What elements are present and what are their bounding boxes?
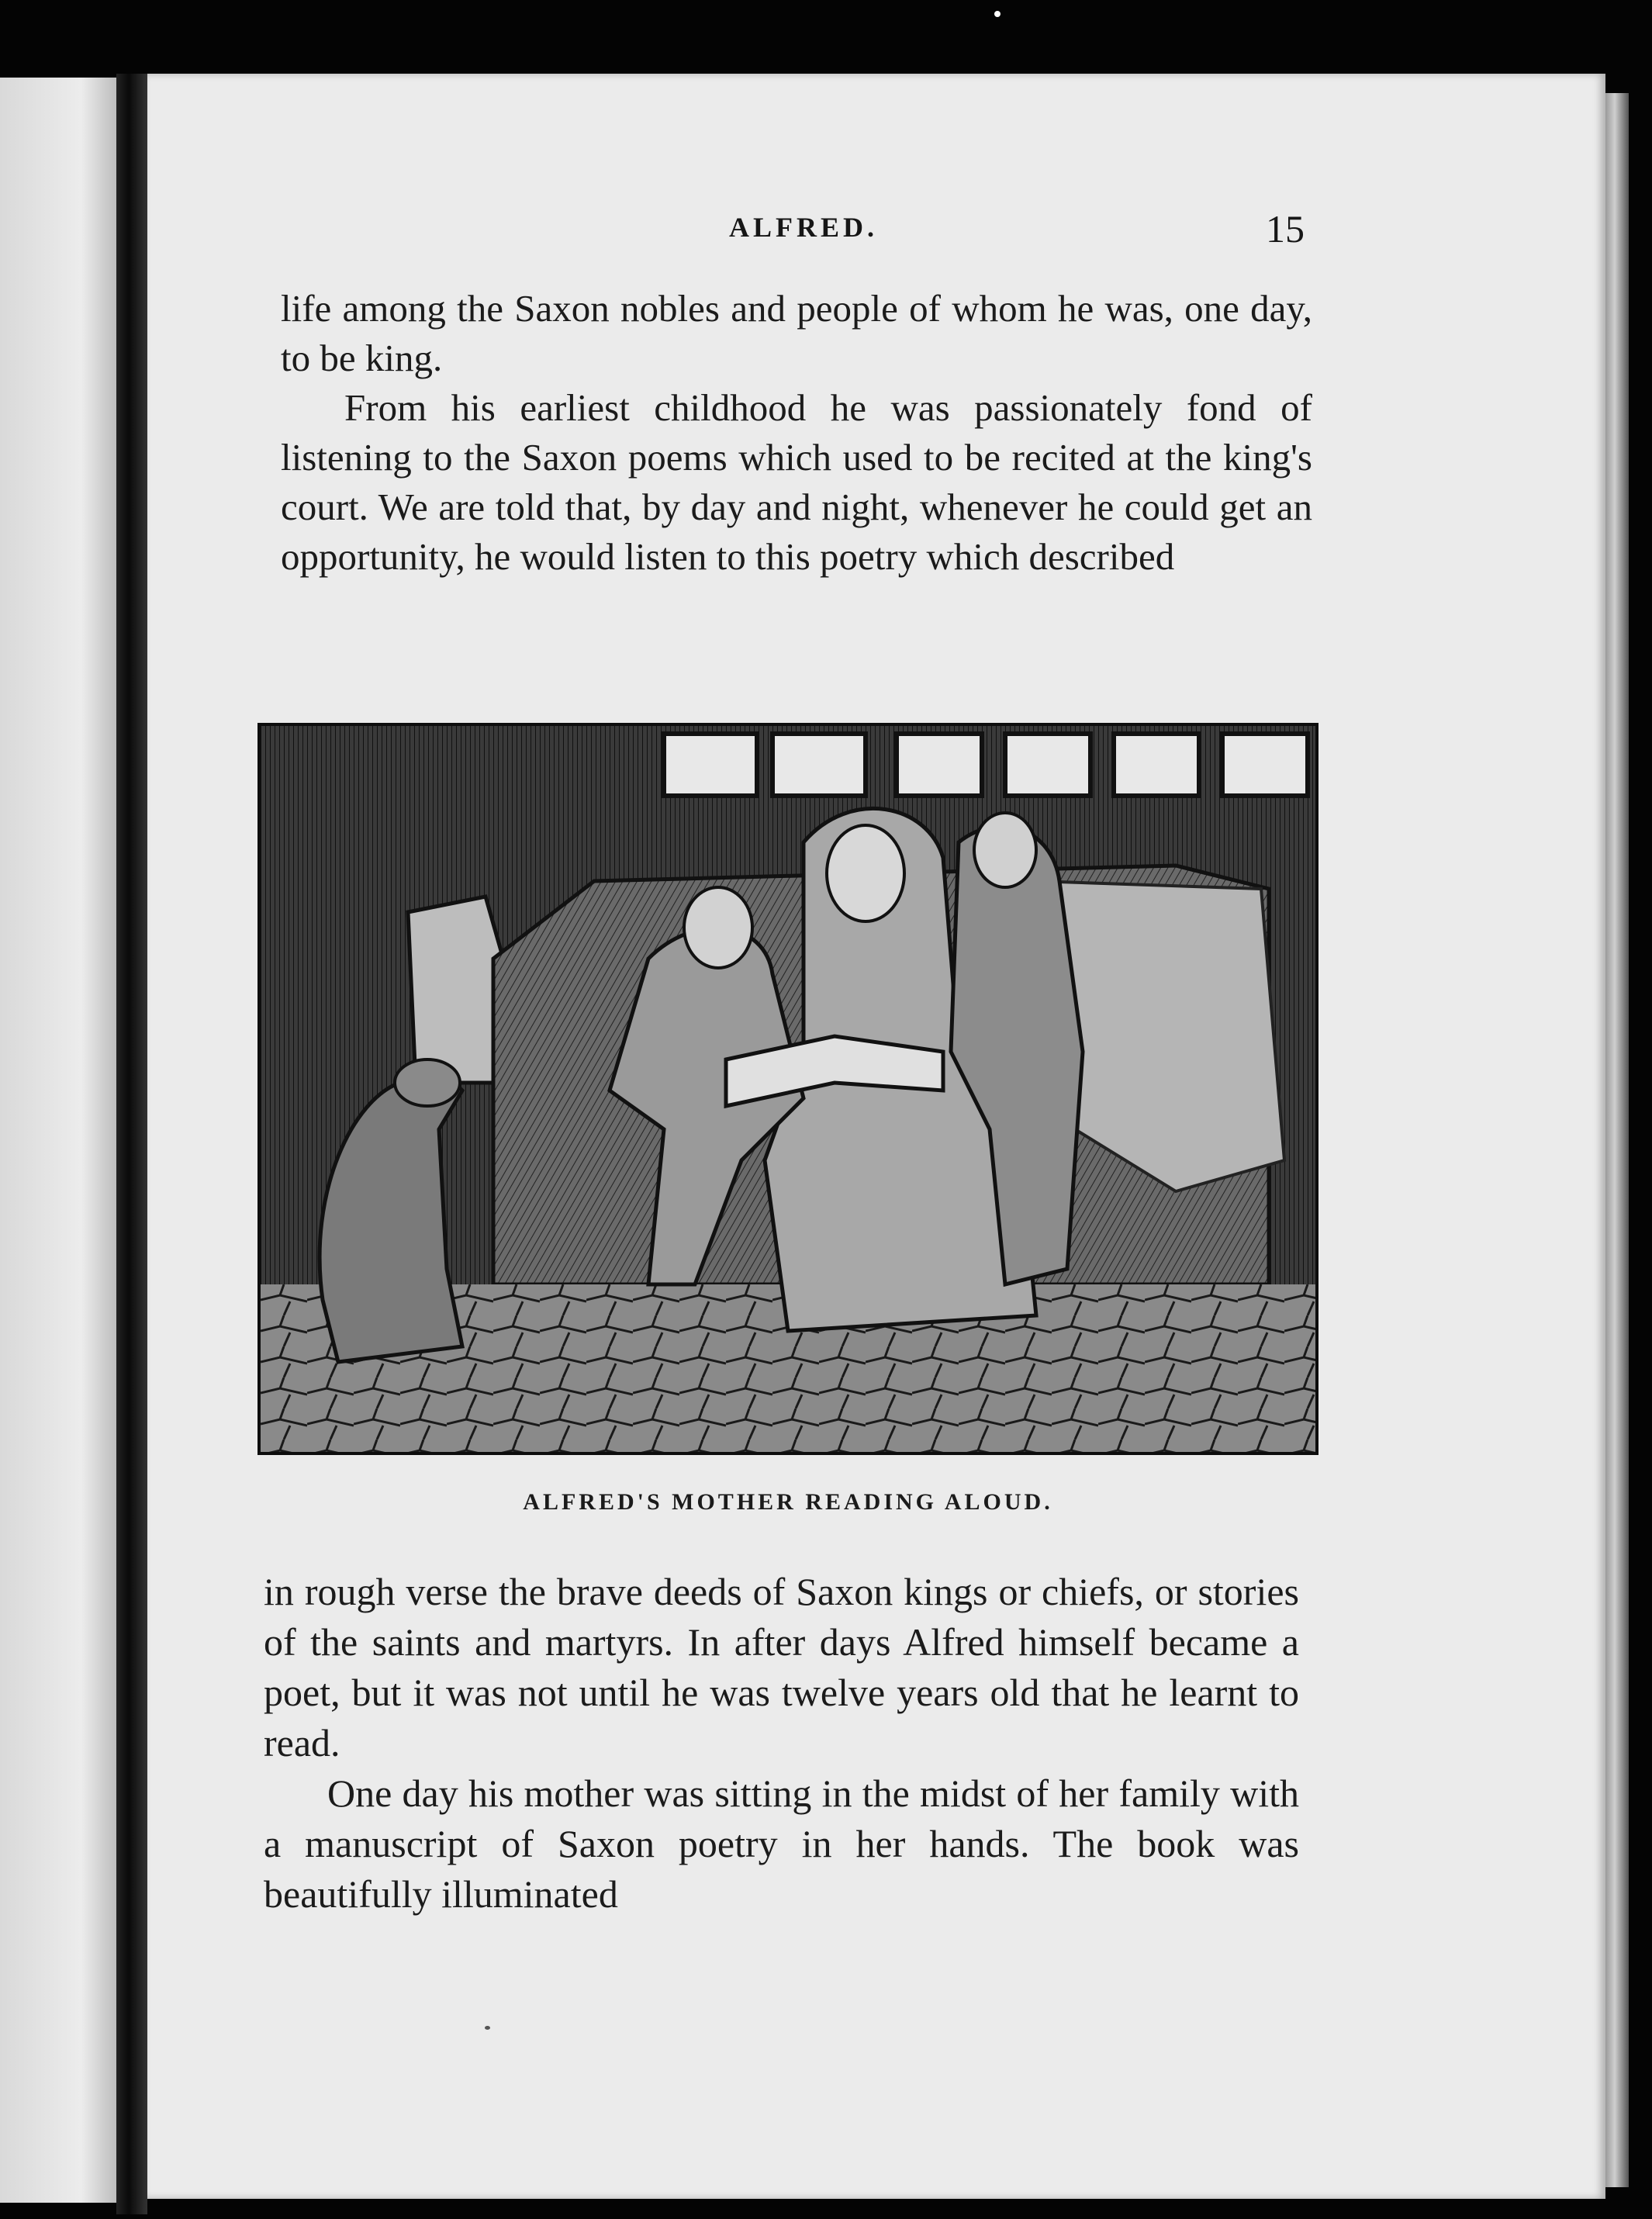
paragraph: One day his mother was sitting in the midst of her family with a manuscript of Saxon poetry in her hands. The book was beautifully illuminated bbox=[264, 1771, 1299, 1916]
body-text-top bbox=[281, 284, 1312, 582]
book-gutter bbox=[116, 74, 147, 2214]
running-head bbox=[0, 206, 1652, 253]
figure-caption: ALFRED'S MOTHER READING ALOUD. bbox=[523, 1489, 1053, 1515]
page-number: 15 bbox=[1266, 207, 1305, 251]
facing-page-edge bbox=[0, 78, 116, 2203]
body-text-bottom bbox=[264, 1567, 1299, 1920]
paragraph: in rough verse the brave deeds of Saxon kings or chiefs, or stories of the saints and martyrs. In after days Alfred himself became a poet, but it was not until he was twelve years old that he learnt to read. bbox=[264, 1570, 1299, 1764]
engraving-drawing bbox=[261, 726, 1315, 1452]
ink-speck bbox=[485, 2026, 490, 2030]
dust-speck bbox=[994, 11, 1001, 17]
paragraph: life among the Saxon nobles and people of whom he was, one day, to be king. bbox=[281, 287, 1312, 379]
engraving-illustration bbox=[257, 723, 1318, 1455]
page-stack-edge bbox=[1605, 93, 1629, 2187]
running-title: ALFRED. bbox=[729, 212, 879, 243]
paragraph: From his earliest childhood he was passionately fond of listening to the Saxon poems which used to be recited at the king's court. We are told that, by day and night, whenever he could get an opportunity, he would listen to this poetry which described bbox=[281, 386, 1312, 578]
